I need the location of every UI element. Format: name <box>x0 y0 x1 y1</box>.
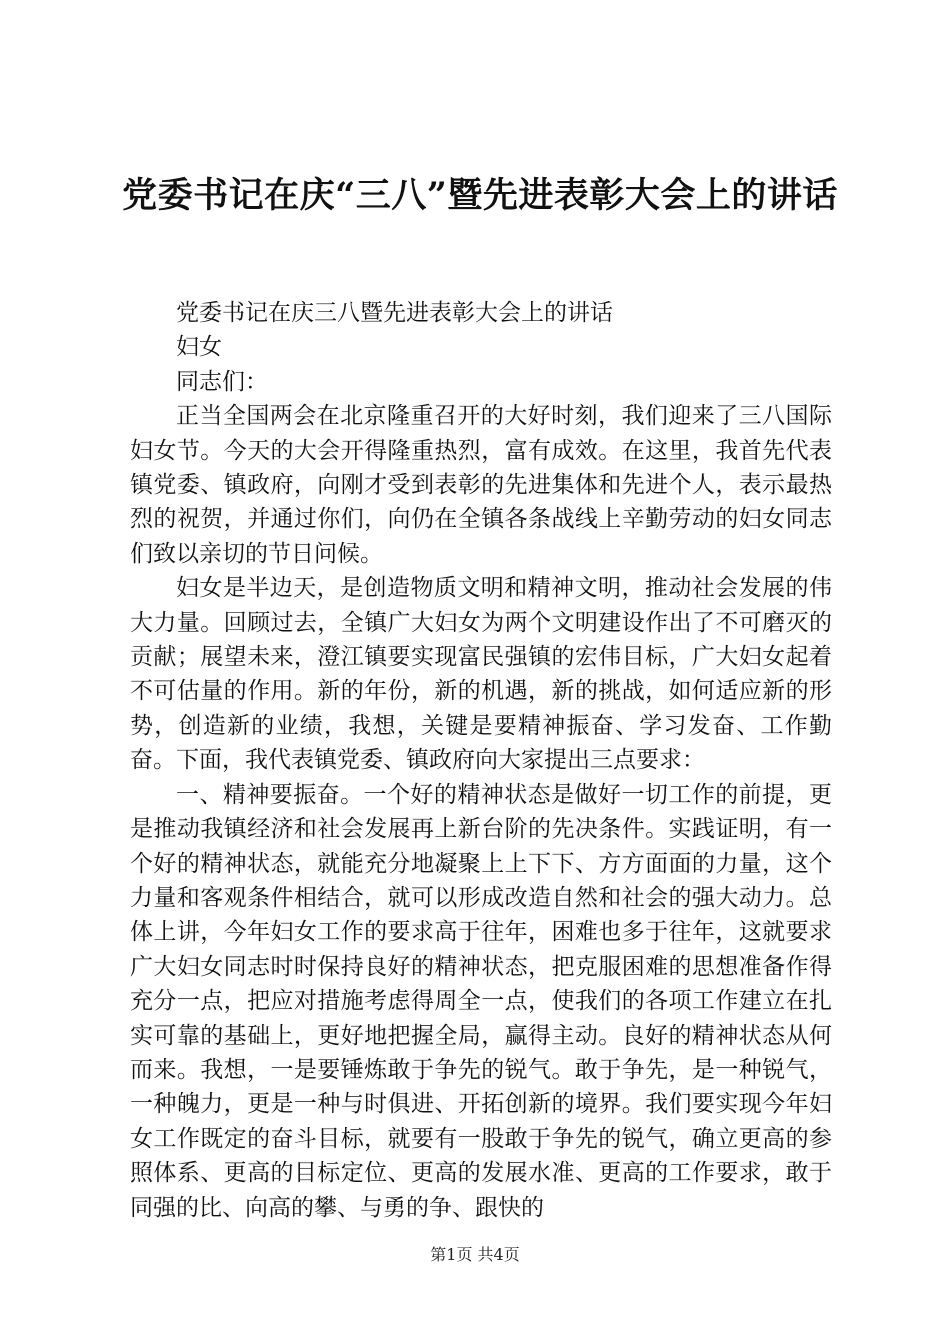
subtitle-line: 党委书记在庆三八暨先进表彰大会上的讲话 <box>176 300 613 326</box>
salutation: 同志们： <box>176 368 268 395</box>
document-title: 党委书记在庆“三八”暨先进表彰大会上的讲话 <box>122 175 838 216</box>
women-line: 妇女 <box>176 334 222 361</box>
page-footer: 第1页 共4页 <box>430 1245 520 1264</box>
paragraph-1: 正当全国两会在北京隆重召开的大好时刻，我们迎来了三八国际妇女节。今天的大会开得隆重热烈，富有成效。在这里，我首先代表镇党委、镇政府，向刚才受到表彰的先进集体和先进个人，表示最热烈的祝贺，并通过你们，向仍在全镇各条战线上辛勤劳动的妇女同志们致以亲切的节日问候。 <box>130 403 832 567</box>
paragraph-2: 妇女是半边天，是创造物质文明和精神文明，推动社会发展的伟大力量。回顾过去，全镇广大妇女为两个文明建设作出了不可磨灭的贡献；展望未来，澄江镇要实现富民强镇的宏伟目标，广大妇女起着不可估量的作用。新的年份，新的机遇，新的挑战，如何适应新的形势，创造新的业绩，我想，关键是要精神振奋、学习发奋、工作勤奋。下面，我代表镇党委、镇政府向大家提出三点要求： <box>130 575 832 774</box>
paragraph-3: 一、精神要振奋。一个好的精神状态是做好一切工作的前提，更是推动我镇经济和社会发展再上新台阶的先决条件。实践证明，有一个好的精神状态，就能充分地凝聚上上下下、方方面面的力量，这个力量和客观条件相结合，就可以形成改造自然和社会的强大动力。总体上讲，今年妇女工作的要求高于往年，困难也多于往年，这就要求广大妇女同志时时保持良好的精神状态，把克服困难的思想准备作得充分一点，把应对措施考虑得周全一点，使我们的各项工作建立在扎实可靠的基础上，更好地把握全局，赢得主动。良好的精神状态从何而来。我想，一是要锤炼敢于争先的锐气。敢于争先，是一种锐气，一种魄力，更是一种与时俱进、开拓创新的境界。我们要实现今年妇女工作既定的奋斗目标，就要有一股敢于争先的锐气，确立更高的参照体系、更高的目标定位、更高的发展水准、更高的工作要求，敢于同强的比、向高的攀、与勇的争、跟快的 <box>130 781 832 1221</box>
document-body <box>130 296 832 1225</box>
